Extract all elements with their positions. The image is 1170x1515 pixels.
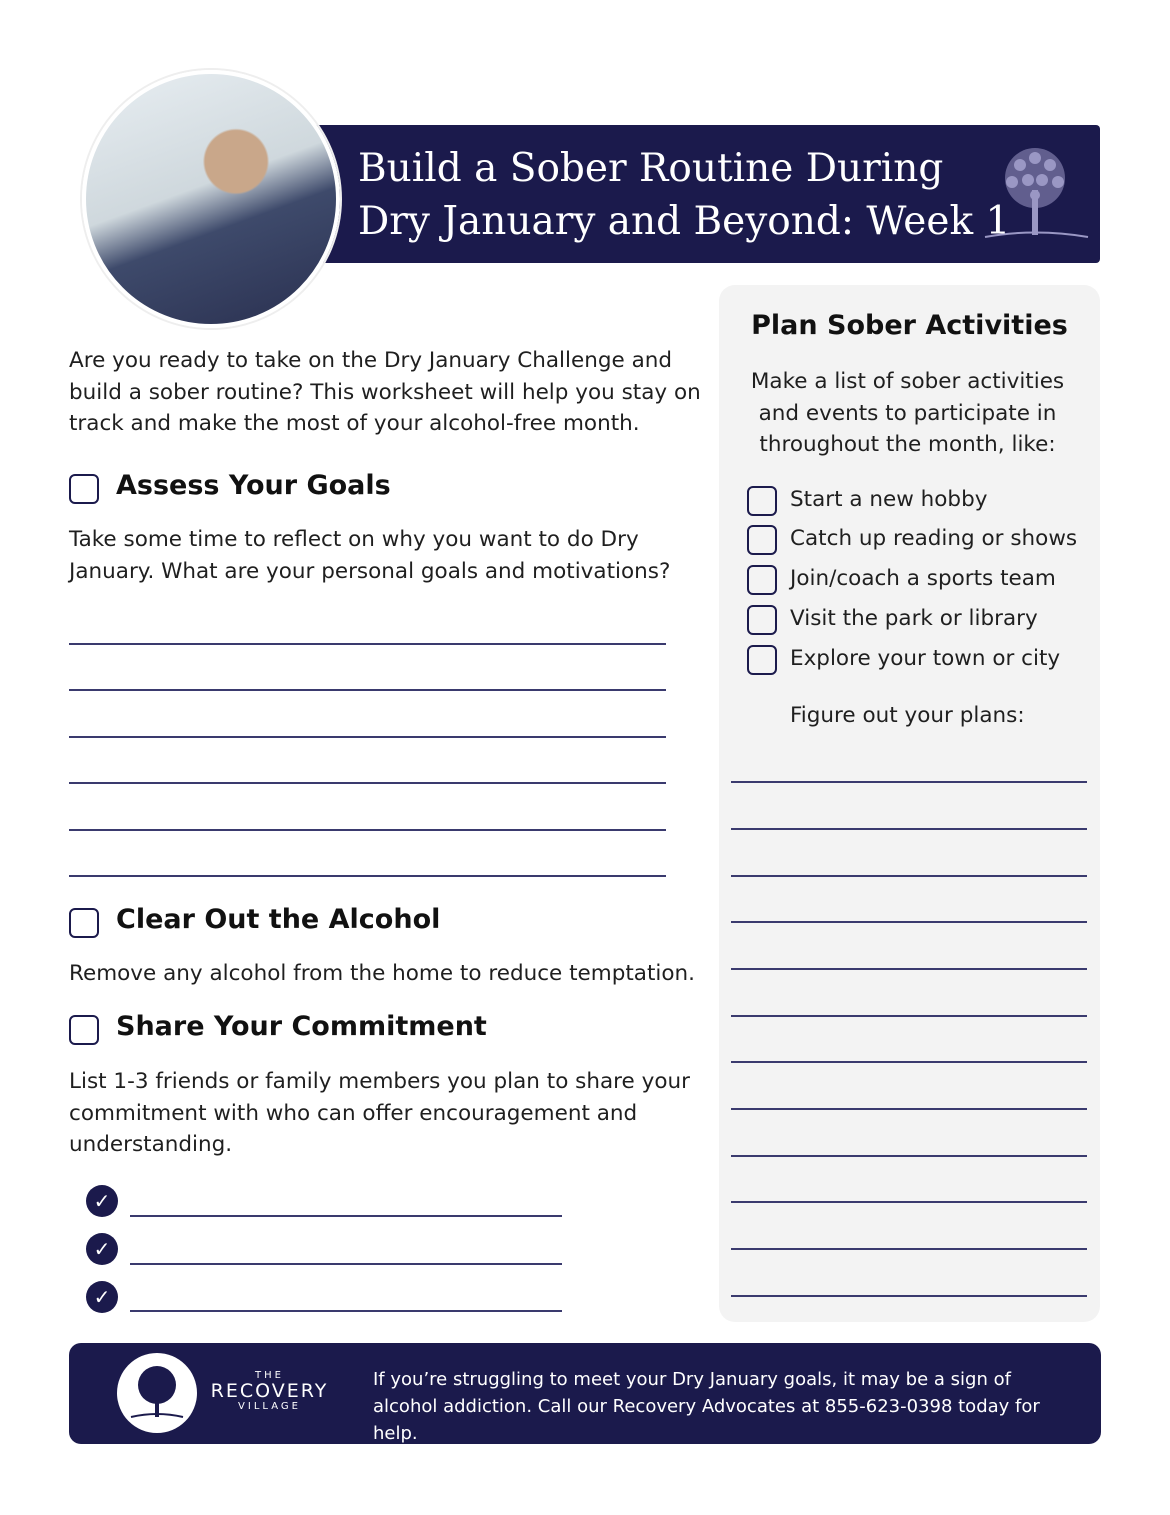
assess-goals-checkbox[interactable]	[69, 474, 99, 504]
check-circle-icon: ✓	[86, 1281, 118, 1313]
section-text: List 1-3 friends or family members you plan to share your commitment with who can offer encouragement and understanding.	[69, 1069, 690, 1157]
panel-text: Make a list of sober activities and events to participate in throughout the month, like:	[750, 369, 1065, 457]
writing-line[interactable]	[69, 782, 666, 784]
share-commitment-checkbox[interactable]	[69, 1015, 99, 1045]
title-line-2: Dry January and Beyond: Week 1	[358, 199, 1011, 244]
check-circle-icon: ✓	[86, 1185, 118, 1217]
section-text: Take some time to reflect on why you want to do Dry January. What are your personal goals and motivations?	[69, 527, 671, 584]
writing-line[interactable]	[69, 829, 666, 831]
writing-line[interactable]	[731, 1295, 1087, 1297]
writing-line[interactable]	[130, 1263, 562, 1265]
footer-banner	[69, 1343, 1101, 1444]
writing-line[interactable]	[130, 1310, 562, 1312]
writing-line[interactable]	[130, 1215, 562, 1217]
plans-label: Figure out your plans:	[790, 703, 1025, 728]
clear-alcohol-checkbox[interactable]	[69, 908, 99, 938]
writing-line[interactable]	[731, 1155, 1087, 1157]
section-heading: Share Your Commitment	[116, 1011, 487, 1042]
man-thinking-photo	[82, 70, 340, 328]
title-line-1: Build a Sober Routine During	[358, 146, 944, 191]
footer-text: If you’re struggling to meet your Dry January goals, it may be a sign of alcohol addiction. Call our Recovery Advocates at 855-623-0398 today for help.	[373, 1369, 1040, 1444]
writing-line[interactable]	[69, 689, 666, 691]
writing-line[interactable]	[731, 828, 1087, 830]
activity-label: Catch up reading or shows	[790, 526, 1078, 551]
writing-line[interactable]	[731, 1108, 1087, 1110]
section-heading: Clear Out the Alcohol	[116, 904, 441, 935]
writing-line[interactable]	[69, 736, 666, 738]
activity-checkbox[interactable]	[747, 565, 777, 595]
check-circle-icon: ✓	[86, 1233, 118, 1265]
intro-text: Are you ready to take on the Dry January Challenge and build a sober routine? This worksheet will help you stay on track and make the most of your alcohol-free month.	[69, 348, 701, 436]
activity-label: Explore your town or city	[790, 646, 1061, 671]
activity-checkbox[interactable]	[747, 486, 777, 516]
logo-village: VILLAGE	[238, 1401, 301, 1412]
recovery-village-logo	[207, 1370, 332, 1412]
activity-checkbox[interactable]	[747, 645, 777, 675]
writing-line[interactable]	[69, 875, 666, 877]
activity-label: Visit the park or library	[790, 606, 1038, 631]
writing-line[interactable]	[731, 1248, 1087, 1250]
writing-line[interactable]	[731, 1015, 1087, 1017]
activity-checkbox[interactable]	[747, 605, 777, 635]
writing-line[interactable]	[731, 1201, 1087, 1203]
logo-recovery: RECOVERY	[210, 1380, 329, 1402]
logo-circle	[117, 1353, 197, 1433]
writing-line[interactable]	[731, 921, 1087, 923]
writing-line[interactable]	[731, 968, 1087, 970]
writing-line[interactable]	[731, 781, 1087, 783]
activity-label: Start a new hobby	[790, 487, 988, 512]
writing-line[interactable]	[731, 1061, 1087, 1063]
writing-line[interactable]	[69, 643, 666, 645]
page-title	[358, 142, 1010, 248]
section-text: Remove any alcohol from the home to reduce temptation.	[69, 961, 695, 986]
tree-icon	[117, 1353, 197, 1433]
writing-line[interactable]	[731, 875, 1087, 877]
activity-label: Join/coach a sports team	[790, 566, 1056, 591]
panel-heading: Plan Sober Activities	[751, 310, 1068, 341]
activity-checkbox[interactable]	[747, 525, 777, 555]
section-heading: Assess Your Goals	[116, 470, 391, 501]
logo-the: THE	[255, 1370, 284, 1381]
